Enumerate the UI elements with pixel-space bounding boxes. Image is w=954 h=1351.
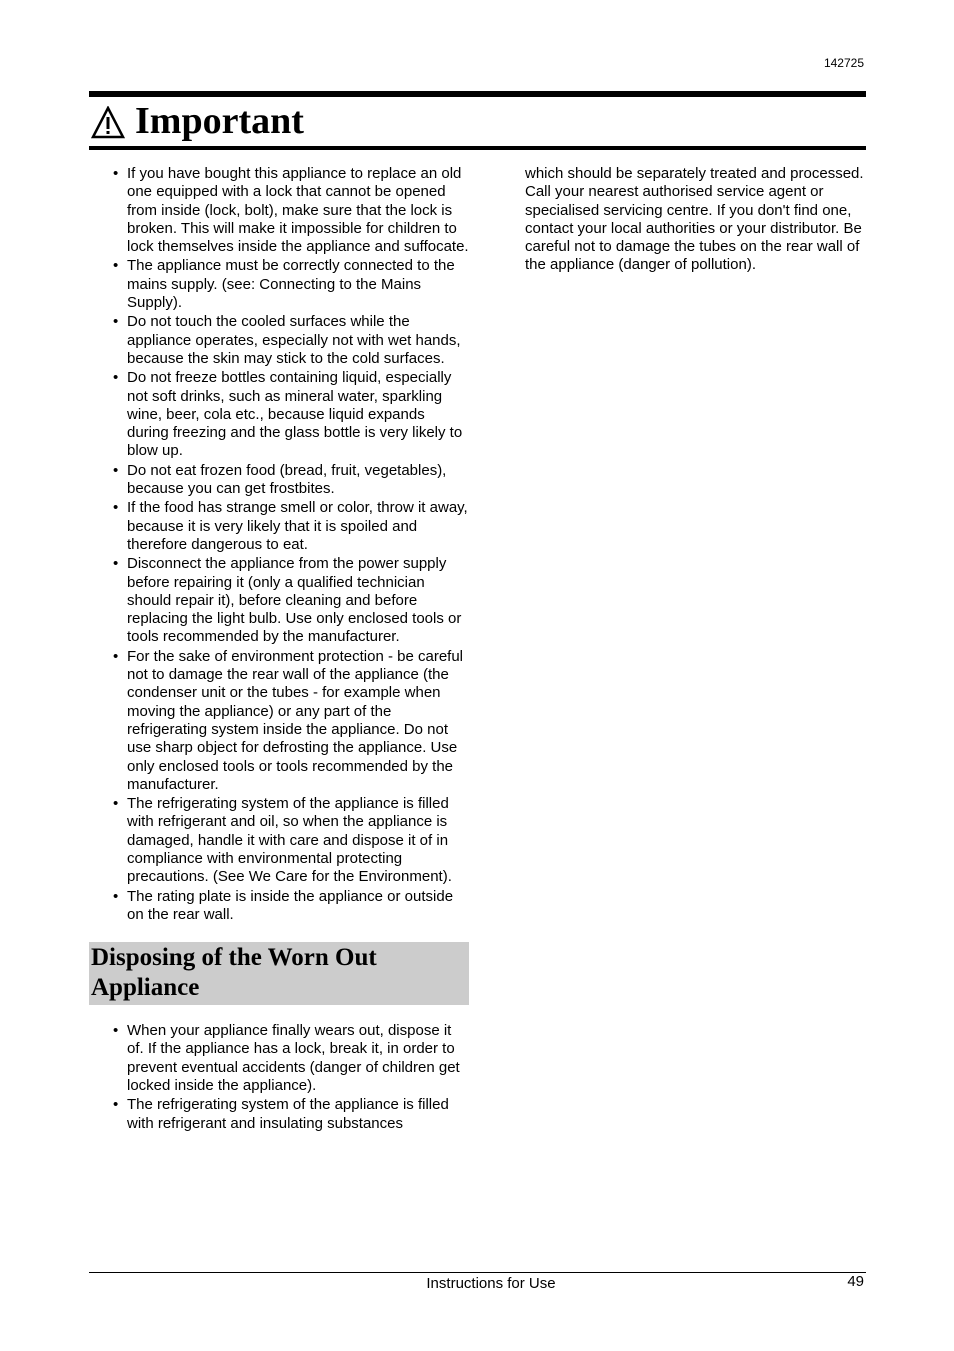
page-title: Important [135, 100, 304, 142]
right-column-continuation: which should be separately treated and processed. Call your nearest authorised service agent or specialised servicing centre. If you don't find one, contact your local authorities or your distributor. Be careful not to damage the tubes on the rear wall of the appliance (danger of pollution). [525, 165, 864, 274]
list-item: • Disconnect the appliance from the power supply before repairing it (only a qualified technician should repair it), before cleaning and before replacing the light bulb. Use only enclosed tools or tools recommended by the manufacturer. [127, 555, 469, 646]
page-number: 49 [847, 1273, 864, 1290]
document-id: 142725 [823, 56, 864, 70]
list-item: • When your appliance finally wears out, dispose it of. If the appliance has a lock, break it, in order to prevent eventual accidents (danger of children get locked inside the appliance). [127, 1022, 469, 1095]
list-item: • The appliance must be correctly connected to the mains supply. (see: Connecting to the Mains Supply). [127, 257, 469, 312]
list-item: • The refrigerating system of the appliance is filled with refrigerant and insulating substances [127, 1096, 469, 1133]
important-list [89, 165, 469, 924]
title-bar [89, 91, 866, 150]
list-item: • The refrigerating system of the appliance is filled with refrigerant and oil, so when the appliance is damaged, handle it with care and dispose it of in compliance with environmental protecting precautions. (See We Care for the Environment). [127, 795, 469, 886]
warning-triangle-icon [91, 106, 125, 140]
list-item: • If the food has strange smell or color, throw it away, because it is very likely that it is spoiled and therefore dangerous to eat. [127, 499, 469, 554]
footer-divider [89, 1272, 866, 1273]
list-item: • Do not eat frozen food (bread, fruit, vegetables), because you can get frostbites. [127, 462, 469, 499]
footer-label: Instructions for Use [426, 1275, 556, 1292]
section-heading-disposing: Disposing of the Worn Out Appliance [89, 942, 469, 1005]
disposing-list [89, 1022, 469, 1133]
list-item: • Do not touch the cooled surfaces while the appliance operates, especially not with wet hands, because the skin may stick to the cold surfaces. [127, 313, 469, 368]
list-item: • For the sake of environment protection - be careful not to damage the rear wall of the appliance (the condenser unit or the tubes - for example when moving the appliance) or any part of the refrigerating system inside the appliance. Do not use sharp object for defrosting the appliance. Use only enclosed tools or tools recommended by the manufacturer. [127, 648, 469, 794]
list-item: • Do not freeze bottles containing liquid, especially not soft drinks, such as mineral water, sparkling wine, beer, cola etc., because liquid expands during freezing and the glass bottle is very likely to blow up. [127, 369, 469, 460]
list-item: • If you have bought this appliance to replace an old one equipped with a lock that cannot be opened from inside (lock, bolt), make sure that the lock is broken. This will make it impossible for children to lock themselves inside the appliance and suffocate. [127, 165, 469, 256]
left-column [89, 165, 469, 1134]
list-item: • The rating plate is inside the appliance or outside on the rear wall. [127, 888, 469, 925]
